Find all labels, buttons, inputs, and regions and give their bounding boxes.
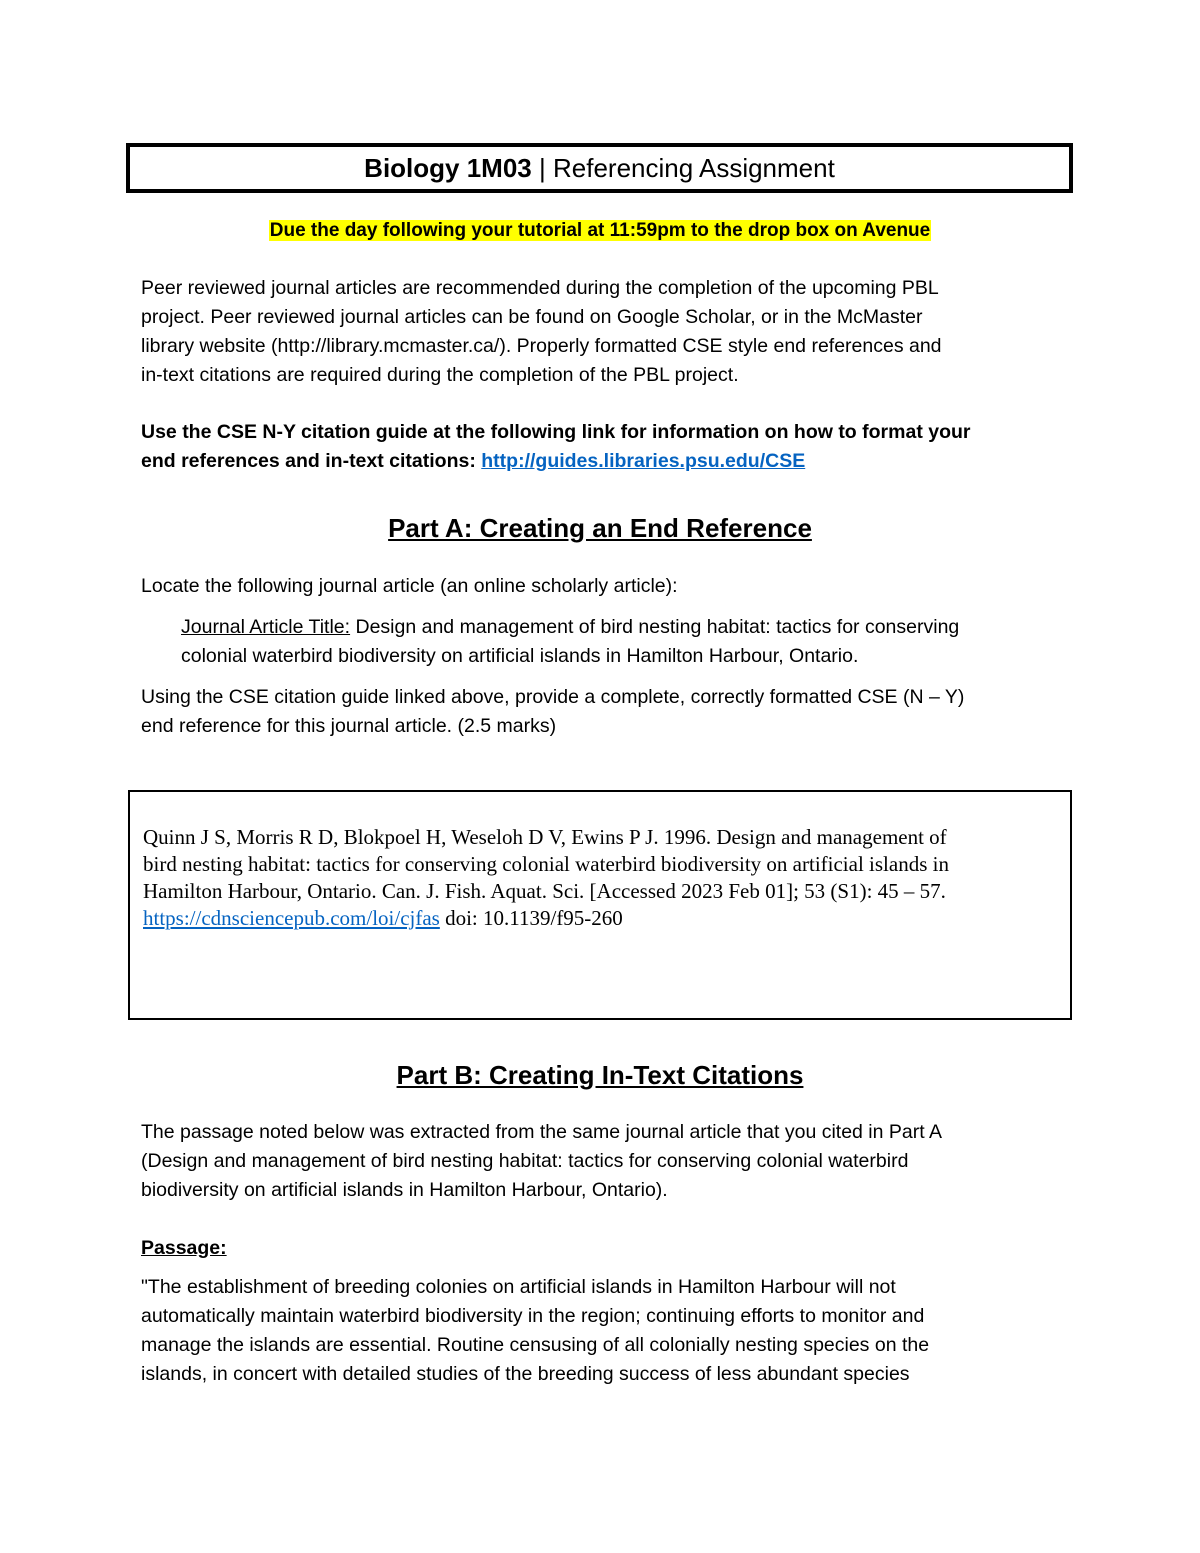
passage-label: Passage: <box>141 1237 227 1259</box>
title-separator: | <box>539 152 546 183</box>
instruction-line: end reference for this journal article. (2.5 marks) <box>141 715 557 737</box>
part-b-intro-line: (Design and management of bird nesting habitat: tactics for conserving colonial waterbird <box>141 1150 909 1172</box>
guide-line: Use the CSE N-Y citation guide at the following link for information on how to format your <box>141 421 971 443</box>
locate-text: Locate the following journal article (an online scholarly article): <box>141 575 678 597</box>
reference-doi: doi: 10.1139/f95-260 <box>439 906 623 930</box>
end-reference-answer <box>143 824 1058 932</box>
intro-line: project. Peer reviewed journal articles can be found on Google Scholar, or in the McMaster <box>141 306 923 328</box>
assignment-title: Referencing Assignment <box>553 152 835 183</box>
article-title-line: Design and management of bird nesting habitat: tactics for conserving <box>350 616 960 638</box>
part-b-intro-line: biodiversity on artificial islands in Hamilton Harbour, Ontario). <box>141 1179 668 1201</box>
intro-paragraph <box>141 274 1061 390</box>
passage-line: "The establishment of breeding colonies on artificial islands in Hamilton Harbour will not <box>141 1276 896 1298</box>
reference-line: Hamilton Harbour, Ontario. Can. J. Fish. Aquat. Sci. [Accessed 2023 Feb 01]; 53 (S1): 45 – 57. <box>143 879 946 903</box>
answer-box <box>128 790 1072 1020</box>
due-notice <box>0 219 1200 242</box>
article-title-line: colonial waterbird biodiversity on artificial islands in Hamilton Harbour, Ontario. <box>181 645 859 667</box>
intro-line: Peer reviewed journal articles are recommended during the completion of the upcoming PBL <box>141 277 939 299</box>
reference-line: bird nesting habitat: tactics for conserving colonial waterbird biodiversity on artificial islands in <box>143 852 949 876</box>
title-box <box>126 143 1073 193</box>
cse-guide-link[interactable]: http://guides.libraries.psu.edu/CSE <box>481 450 806 472</box>
guide-line: end references and in-text citations: <box>141 450 482 472</box>
due-notice-text: Due the day following your tutorial at 11:59pm to the drop box on Avenue <box>269 220 931 241</box>
intro-line: library website (http://library.mcmaster.ca/). Properly formatted CSE style end references and <box>141 335 942 357</box>
passage-line: manage the islands are essential. Routine censusing of all colonially nesting species on the <box>141 1334 930 1356</box>
part-b-intro <box>141 1118 1061 1205</box>
reference-line: Quinn J S, Morris R D, Blokpoel H, Weseloh D V, Ewins P J. 1996. Design and management of <box>143 825 947 849</box>
article-title-block <box>181 613 1061 671</box>
part-b-intro-line: The passage noted below was extracted from the same journal article that you cited in Part A <box>141 1121 943 1143</box>
journal-link[interactable]: https://cdnsciencepub.com/loi/cjfas <box>143 906 440 930</box>
passage-text <box>141 1273 1061 1389</box>
passage-line: automatically maintain waterbird biodiversity in the region; continuing efforts to monitor and <box>141 1305 925 1327</box>
intro-line: in-text citations are required during the completion of the PBL project. <box>141 364 739 386</box>
part-a-heading: Part A: Creating an End Reference <box>388 513 812 543</box>
instruction-line: Using the CSE citation guide linked above, provide a complete, correctly formatted CSE (N – Y) <box>141 686 965 708</box>
course-code: Biology 1M03 <box>364 152 532 183</box>
passage-line: islands, in concert with detailed studies of the breeding success of less abundant species <box>141 1363 910 1385</box>
instruction-paragraph <box>141 683 1061 741</box>
article-title-label: Journal Article Title: <box>181 616 351 638</box>
part-b-heading: Part B: Creating In-Text Citations <box>396 1060 804 1090</box>
guide-paragraph <box>141 418 1061 476</box>
